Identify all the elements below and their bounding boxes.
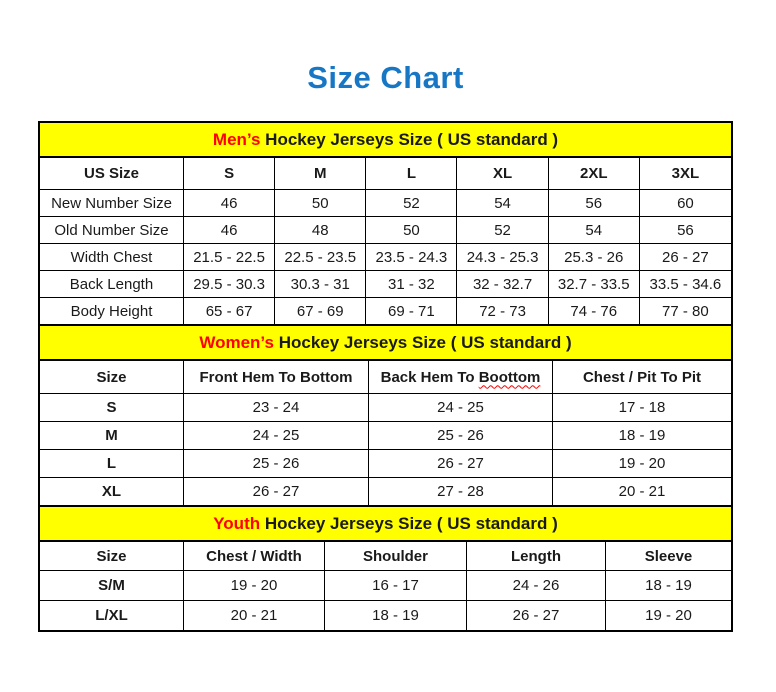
youth-value-cell: 16 - 17 <box>325 570 467 600</box>
womens-value-cell: 26 - 27 <box>184 477 369 505</box>
mens-value-cell: 65 - 67 <box>184 297 275 324</box>
womens-column-header: Front Hem To Bottom <box>184 361 369 393</box>
mens-value-cell: 21.5 - 22.5 <box>184 243 275 270</box>
youth-column-header: Shoulder <box>325 542 467 570</box>
mens-column-header: L <box>366 158 457 189</box>
mens-column-header: 2XL <box>549 158 640 189</box>
mens-value-cell: 54 <box>457 189 548 216</box>
womens-value-cell: 26 - 27 <box>369 449 553 477</box>
womens-band-title <box>40 324 731 361</box>
womens-band-accent-text: Women’s <box>199 332 274 352</box>
womens-value-cell: 25 - 26 <box>369 421 553 449</box>
mens-value-cell: 29.5 - 30.3 <box>184 270 275 297</box>
mens-value-cell: 74 - 76 <box>549 297 640 324</box>
womens-value-cell: 25 - 26 <box>184 449 369 477</box>
mens-value-cell: 67 - 69 <box>275 297 366 324</box>
womens-row-label: M <box>40 421 184 449</box>
youth-value-cell: 24 - 26 <box>467 570 606 600</box>
mens-row-label: Width Chest <box>40 243 184 270</box>
mens-grid <box>40 158 731 324</box>
womens-value-cell: 24 - 25 <box>369 393 553 421</box>
mens-section <box>40 123 731 324</box>
mens-value-cell: 48 <box>275 216 366 243</box>
youth-row-label: S/M <box>40 570 184 600</box>
youth-value-cell: 19 - 20 <box>606 600 731 630</box>
mens-row-label: Back Length <box>40 270 184 297</box>
youth-column-header: Size <box>40 542 184 570</box>
womens-value-cell: 23 - 24 <box>184 393 369 421</box>
womens-row-label: XL <box>40 477 184 505</box>
mens-band-accent-text: Men’s <box>212 129 261 149</box>
womens-value-cell: 19 - 20 <box>553 449 731 477</box>
mens-value-cell: 31 - 32 <box>366 270 457 297</box>
mens-value-cell: 56 <box>640 216 731 243</box>
womens-column-header <box>369 361 553 393</box>
womens-value-cell: 27 - 28 <box>369 477 553 505</box>
mens-value-cell: 22.5 - 23.5 <box>275 243 366 270</box>
size-chart-table <box>38 121 733 632</box>
mens-value-cell: 69 - 71 <box>366 297 457 324</box>
mens-value-cell: 32.7 - 33.5 <box>549 270 640 297</box>
youth-row-label: L/XL <box>40 600 184 630</box>
mens-row-label: Body Height <box>40 297 184 324</box>
mens-row-label: Old Number Size <box>40 216 184 243</box>
youth-band-rest-text: Hockey Jerseys Size ( US standard ) <box>260 513 558 533</box>
mens-value-cell: 77 - 80 <box>640 297 731 324</box>
mens-value-cell: 60 <box>640 189 731 216</box>
mens-value-cell: 33.5 - 34.6 <box>640 270 731 297</box>
womens-value-cell: 18 - 19 <box>553 421 731 449</box>
mens-column-header: US Size <box>40 158 184 189</box>
womens-band-rest-text: Hockey Jerseys Size ( US standard ) <box>273 332 572 352</box>
mens-value-cell: 23.5 - 24.3 <box>366 243 457 270</box>
mens-row-label: New Number Size <box>40 189 184 216</box>
mens-value-cell: 52 <box>366 189 457 216</box>
womens-column-header: Chest / Pit To Pit <box>553 361 731 393</box>
womens-column-header: Size <box>40 361 184 393</box>
youth-value-cell: 19 - 20 <box>184 570 325 600</box>
mens-value-cell: 46 <box>184 216 275 243</box>
mens-column-header: M <box>275 158 366 189</box>
youth-grid <box>40 542 731 630</box>
mens-column-header: S <box>184 158 275 189</box>
mens-column-header: 3XL <box>640 158 731 189</box>
womens-value-cell: 20 - 21 <box>553 477 731 505</box>
mens-value-cell: 56 <box>549 189 640 216</box>
womens-grid <box>40 361 731 505</box>
mens-value-cell: 54 <box>549 216 640 243</box>
youth-value-cell: 18 - 19 <box>606 570 731 600</box>
page-title: Size Chart <box>307 60 464 95</box>
mens-value-cell: 32 - 32.7 <box>457 270 548 297</box>
youth-value-cell: 18 - 19 <box>325 600 467 630</box>
womens-section <box>40 324 731 505</box>
womens-value-cell: 17 - 18 <box>553 393 731 421</box>
mens-value-cell: 50 <box>366 216 457 243</box>
youth-column-header: Sleeve <box>606 542 731 570</box>
mens-band-title <box>40 123 731 158</box>
womens-value-cell: 24 - 25 <box>184 421 369 449</box>
womens-misspelled-word: Boottom <box>478 368 541 386</box>
youth-value-cell: 20 - 21 <box>184 600 325 630</box>
mens-value-cell: 50 <box>275 189 366 216</box>
youth-band-accent-text: Youth <box>213 513 261 533</box>
youth-section <box>40 505 731 630</box>
mens-value-cell: 30.3 - 31 <box>275 270 366 297</box>
youth-column-header: Chest / Width <box>184 542 325 570</box>
mens-column-header: XL <box>457 158 548 189</box>
mens-value-cell: 52 <box>457 216 548 243</box>
womens-row-label: S <box>40 393 184 421</box>
womens-column-header-text: Back Hem To <box>380 368 479 386</box>
youth-band-title <box>40 505 731 542</box>
mens-band-rest-text: Hockey Jerseys Size ( US standard ) <box>260 129 559 149</box>
womens-row-label: L <box>40 449 184 477</box>
mens-value-cell: 46 <box>184 189 275 216</box>
mens-value-cell: 72 - 73 <box>457 297 548 324</box>
youth-value-cell: 26 - 27 <box>467 600 606 630</box>
mens-value-cell: 24.3 - 25.3 <box>457 243 548 270</box>
mens-value-cell: 26 - 27 <box>640 243 731 270</box>
youth-column-header: Length <box>467 542 606 570</box>
mens-value-cell: 25.3 - 26 <box>549 243 640 270</box>
